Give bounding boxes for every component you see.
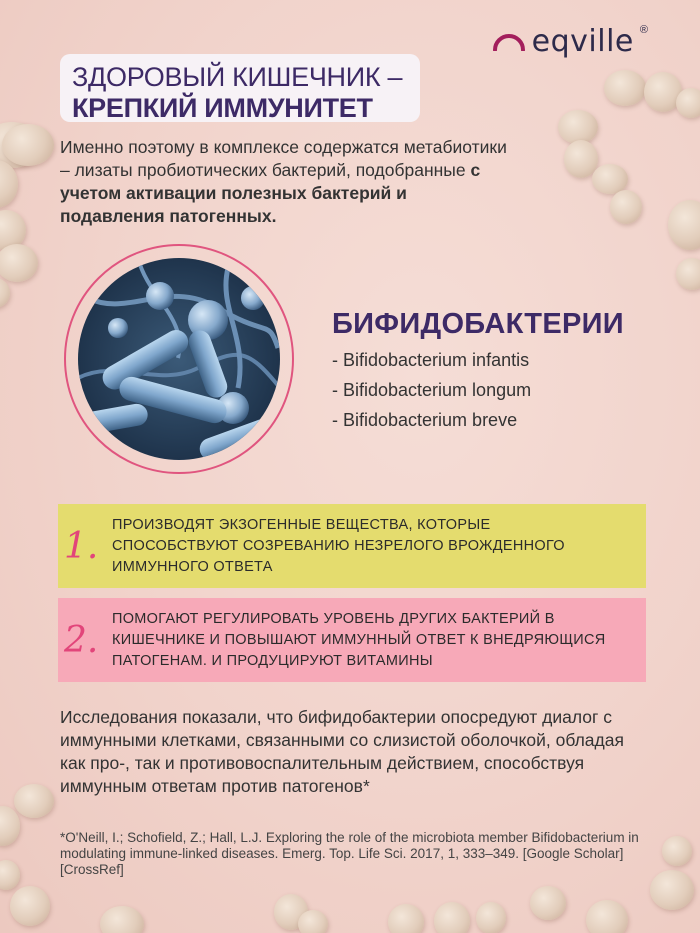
tablet-decoration bbox=[662, 836, 692, 866]
logo-arc-icon bbox=[492, 33, 526, 51]
title-line-1: ЗДОРОВЫЙ КИШЕЧНИК – bbox=[72, 62, 403, 92]
tablet-decoration bbox=[650, 870, 694, 910]
bacteria-illustration bbox=[78, 258, 280, 460]
card-text-line: ПОМОГАЮТ РЕГУЛИРОВАТЬ УРОВЕНЬ ДРУГИХ БАКТЕРИЙ В bbox=[112, 610, 555, 627]
card-text-line: ИММУННОГО ОТВЕТА bbox=[112, 558, 273, 575]
tablet-decoration bbox=[586, 900, 628, 933]
citation-footnote: *O'Neill, I.; Schofield, Z.; Hall, L.J. Exploring the role of the microbiota member Bifidobacterium in modulating immune-linked diseases. Emerg. Top. Life Sci. 2017, 1, 333–349. [Google Scholar] [CrossRef] bbox=[60, 830, 639, 877]
card-text-line: СПОСОБСТВУЮТ СОЗРЕВАНИЮ НЕЗРЕЛОГО ВРОЖДЕННОГО bbox=[112, 537, 565, 554]
tablet-decoration bbox=[558, 110, 598, 144]
tablet-decoration bbox=[610, 190, 642, 224]
benefit-card-2 bbox=[58, 598, 646, 682]
benefit-card-1 bbox=[58, 504, 646, 588]
intro-text: Именно поэтому в комплексе содержатся метабиотики – лизаты пробиотических бактерий, подобранные bbox=[60, 137, 507, 180]
brand-logo bbox=[492, 24, 648, 59]
tablet-decoration bbox=[14, 784, 54, 818]
tablet-decoration bbox=[530, 886, 566, 920]
card-text-line: КИШЕЧНИКЕ И ПОВЫШАЮТ ИММУННЫЙ ОТВЕТ К ВНЕДРЯЮЩИСЯ bbox=[112, 631, 606, 648]
intro-bold-text: с учетом активации полезных бактерий и подавления патогенных. bbox=[60, 160, 481, 226]
registered-mark: ® bbox=[639, 23, 648, 36]
card-number: 1. bbox=[64, 525, 99, 567]
card-text-line: ПАТОГЕНАМ. И ПРОДУЦИРУЮТ ВИТАМИНЫ bbox=[112, 652, 433, 669]
tablet-decoration bbox=[676, 258, 700, 290]
list-item: - Bifidobacterium breve bbox=[332, 410, 518, 430]
tablet-decoration bbox=[0, 244, 38, 282]
tablet-decoration bbox=[676, 88, 700, 118]
brand-name: eqville bbox=[531, 24, 634, 59]
tablet-decoration bbox=[0, 278, 10, 308]
card-text bbox=[112, 609, 606, 672]
tablet-decoration bbox=[434, 902, 470, 933]
tablet-decoration bbox=[10, 886, 50, 926]
tablet-decoration bbox=[604, 70, 646, 106]
list-item: - Bifidobacterium infantis bbox=[332, 350, 530, 370]
tablet-decoration bbox=[0, 860, 20, 890]
page-title bbox=[60, 54, 420, 122]
card-number: 2. bbox=[64, 619, 99, 661]
tablet-decoration bbox=[100, 906, 144, 933]
tablet-decoration bbox=[298, 910, 328, 933]
tablet-decoration bbox=[0, 806, 20, 846]
title-line-2: КРЕПКИЙ ИММУНИТЕТ bbox=[72, 93, 373, 123]
tablet-decoration bbox=[2, 124, 54, 166]
list-item: - Bifidobacterium longum bbox=[332, 380, 532, 400]
research-paragraph: Исследования показали, что бифидобактерии опосредуют диалог с иммунными клетками, связанными со слизистой оболочкой, обладая как про-, так и противовоспалительным действием, способствуя иммунным ответам против патогенов* bbox=[60, 707, 624, 796]
tablet-decoration bbox=[476, 902, 506, 933]
tablet-decoration bbox=[668, 200, 700, 250]
bifidobacteria-list bbox=[332, 347, 531, 437]
tablet-decoration bbox=[388, 904, 424, 933]
bacteria-microscope-image bbox=[78, 258, 280, 460]
bifidobacteria-heading: БИФИДОБАКТЕРИИ bbox=[332, 308, 624, 340]
card-text-line: ПРОИЗВОДЯТ ЭКЗОГЕННЫЕ ВЕЩЕСТВА, КОТОРЫЕ bbox=[112, 516, 491, 533]
card-text bbox=[112, 515, 565, 578]
intro-paragraph bbox=[60, 136, 510, 228]
